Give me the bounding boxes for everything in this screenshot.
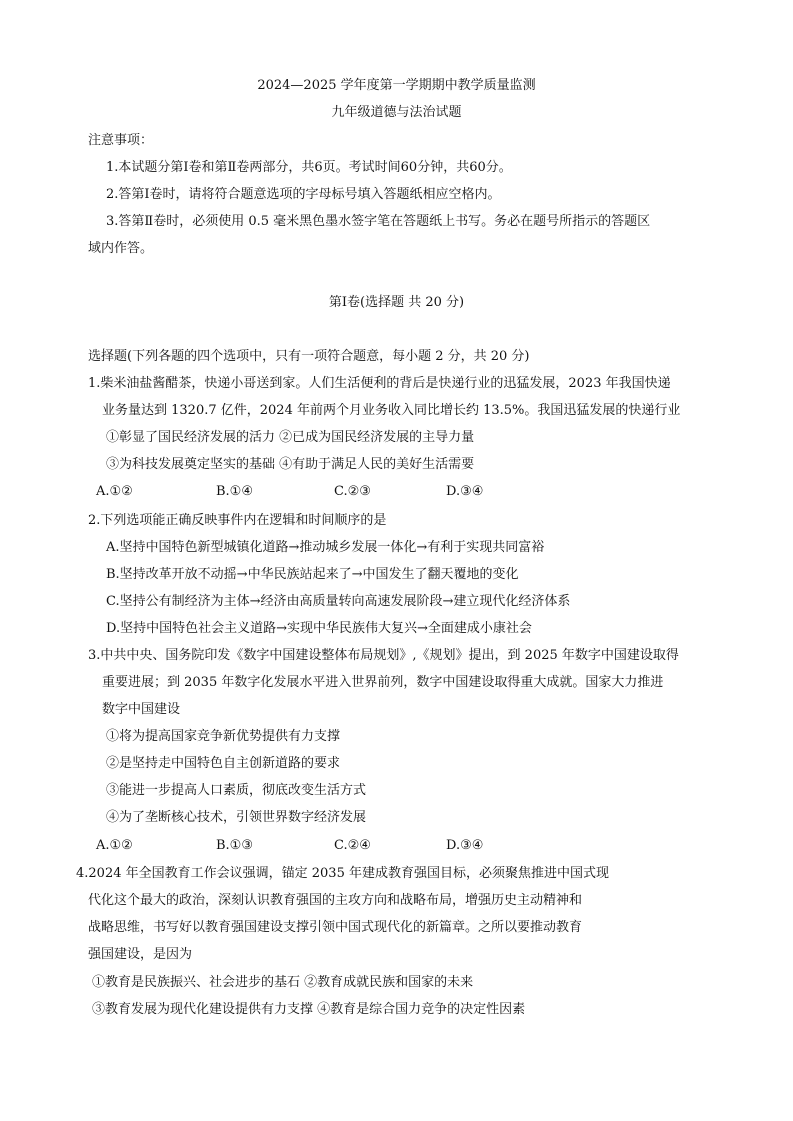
- question-2-option-d[interactable]: D.坚持中国特色社会主义道路→实现中华民族伟大复兴→全面建成小康社会: [106, 621, 532, 636]
- question-1-stem: 业务量达到 1320.7 亿件，2024 年前两个月业务收入同比增长约 13.5%。我国迅猛发展的快递行业: [102, 403, 681, 418]
- question-3-statement: ④为了垄断核心技术，引领世界数字经济发展: [106, 810, 367, 825]
- question-4-statement: ③教育发展为现代化建设提供有力支撑 ④教育是综合国力竞争的决定性因素: [92, 1002, 526, 1017]
- question-4-stem: 强国建设，是因为: [88, 947, 193, 962]
- question-3-stem: 数字中国建设: [102, 702, 181, 717]
- question-3-option-d[interactable]: D.③④: [446, 838, 484, 853]
- question-1-statement: ③为科技发展奠定坚实的基础 ④有助于满足人民的美好生活需要: [106, 457, 475, 472]
- question-4-stem: 代化这个最大的政治，深刻认识教育强国的主攻方向和战略布局，增强历史主动精神和: [88, 893, 583, 908]
- question-3-statement: ③能进一步提高人口素质，彻底改变生活方式: [106, 783, 367, 798]
- question-3-option-c[interactable]: C.②④: [334, 838, 371, 853]
- question-1-option-c[interactable]: C.②③: [334, 484, 371, 499]
- question-2-option-b[interactable]: B.坚持改革开放不动摇→中华民族站起来了→中国发生了翻天覆地的变化: [106, 567, 519, 582]
- question-3-option-b[interactable]: B.①③: [216, 838, 253, 853]
- question-4-statement: ①教育是民族振兴、社会进步的基石 ②教育成就民族和国家的未来: [92, 975, 474, 990]
- notice-item: 2.答第Ⅰ卷时，请将符合题意选项的字母标号填入答题纸相应空格内。: [106, 187, 501, 202]
- section-instruction: 选择题(下列各题的四个选项中，只有一项符合题意，每小题 2 分，共 20 分): [88, 349, 530, 364]
- question-2-option-c[interactable]: C.坚持公有制经济为主体→经济由高质量转向高速发展阶段→建立现代化经济体系: [106, 594, 571, 609]
- section-title: 第Ⅰ卷(选择题 共 20 分): [328, 295, 465, 310]
- notice-item: 3.答第Ⅱ卷时，必须使用 0.5 毫米黑色墨水签字笔在答题纸上书写。务必在题号所指示的答题区: [106, 214, 651, 229]
- question-2-option-a[interactable]: A.坚持中国特色新型城镇化道路→推动城乡发展一体化→有利于实现共同富裕: [106, 540, 545, 555]
- question-1-option-d[interactable]: D.③④: [446, 484, 484, 499]
- question-2-stem: 2.下列选项能正确反映事件内在逻辑和时间顺序的是: [88, 513, 387, 528]
- notice-item: 1.本试题分第Ⅰ卷和第Ⅱ卷两部分，共6页。考试时间60分钟，共60分。: [106, 160, 512, 175]
- exam-subtitle: 九年级道德与法治试题: [331, 105, 462, 120]
- question-3-option-a[interactable]: A.①②: [96, 838, 133, 853]
- question-3-statement: ①将为提高国家竞争新优势提供有力支撑: [106, 729, 341, 744]
- question-3-statement: ②是坚持走中国特色自主创新道路的要求: [106, 756, 341, 771]
- question-1-option-b[interactable]: B.①④: [216, 484, 253, 499]
- exam-title: 2024—2025 学年度第一学期期中教学质量监测: [257, 78, 536, 93]
- question-3-stem: 重要进展；到 2035 年数字化发展水平进入世界前列，数字中国建设取得重大成就。国家大力推进: [102, 675, 664, 690]
- notice-item-continuation: 域内作答。: [88, 241, 154, 256]
- question-3-stem: 3.中共中央、国务院印发《数字中国建设整体布局规划》,《规划》提出，到 2025 年数字中国建设取得: [88, 648, 679, 663]
- question-1-statement: ①彰显了国民经济发展的活力 ②已成为国民经济发展的主导力量: [106, 430, 475, 445]
- question-4-stem: 4.2024 年全国教育工作会议强调，锚定 2035 年建成教育强国目标，必须聚焦推进中国式现: [76, 866, 609, 881]
- question-1-stem: 1.柴米油盐酱醋茶，快递小哥送到家。人们生活便利的背后是快递行业的迅猛发展，2023 年我国快递: [88, 376, 671, 391]
- question-4-stem: 战略思维，书写好以教育强国建设支撑引领中国式现代化的新篇章。之所以要推动教育: [88, 920, 583, 935]
- question-1-option-a[interactable]: A.①②: [96, 484, 133, 499]
- notice-heading: 注意事项：: [88, 133, 154, 148]
